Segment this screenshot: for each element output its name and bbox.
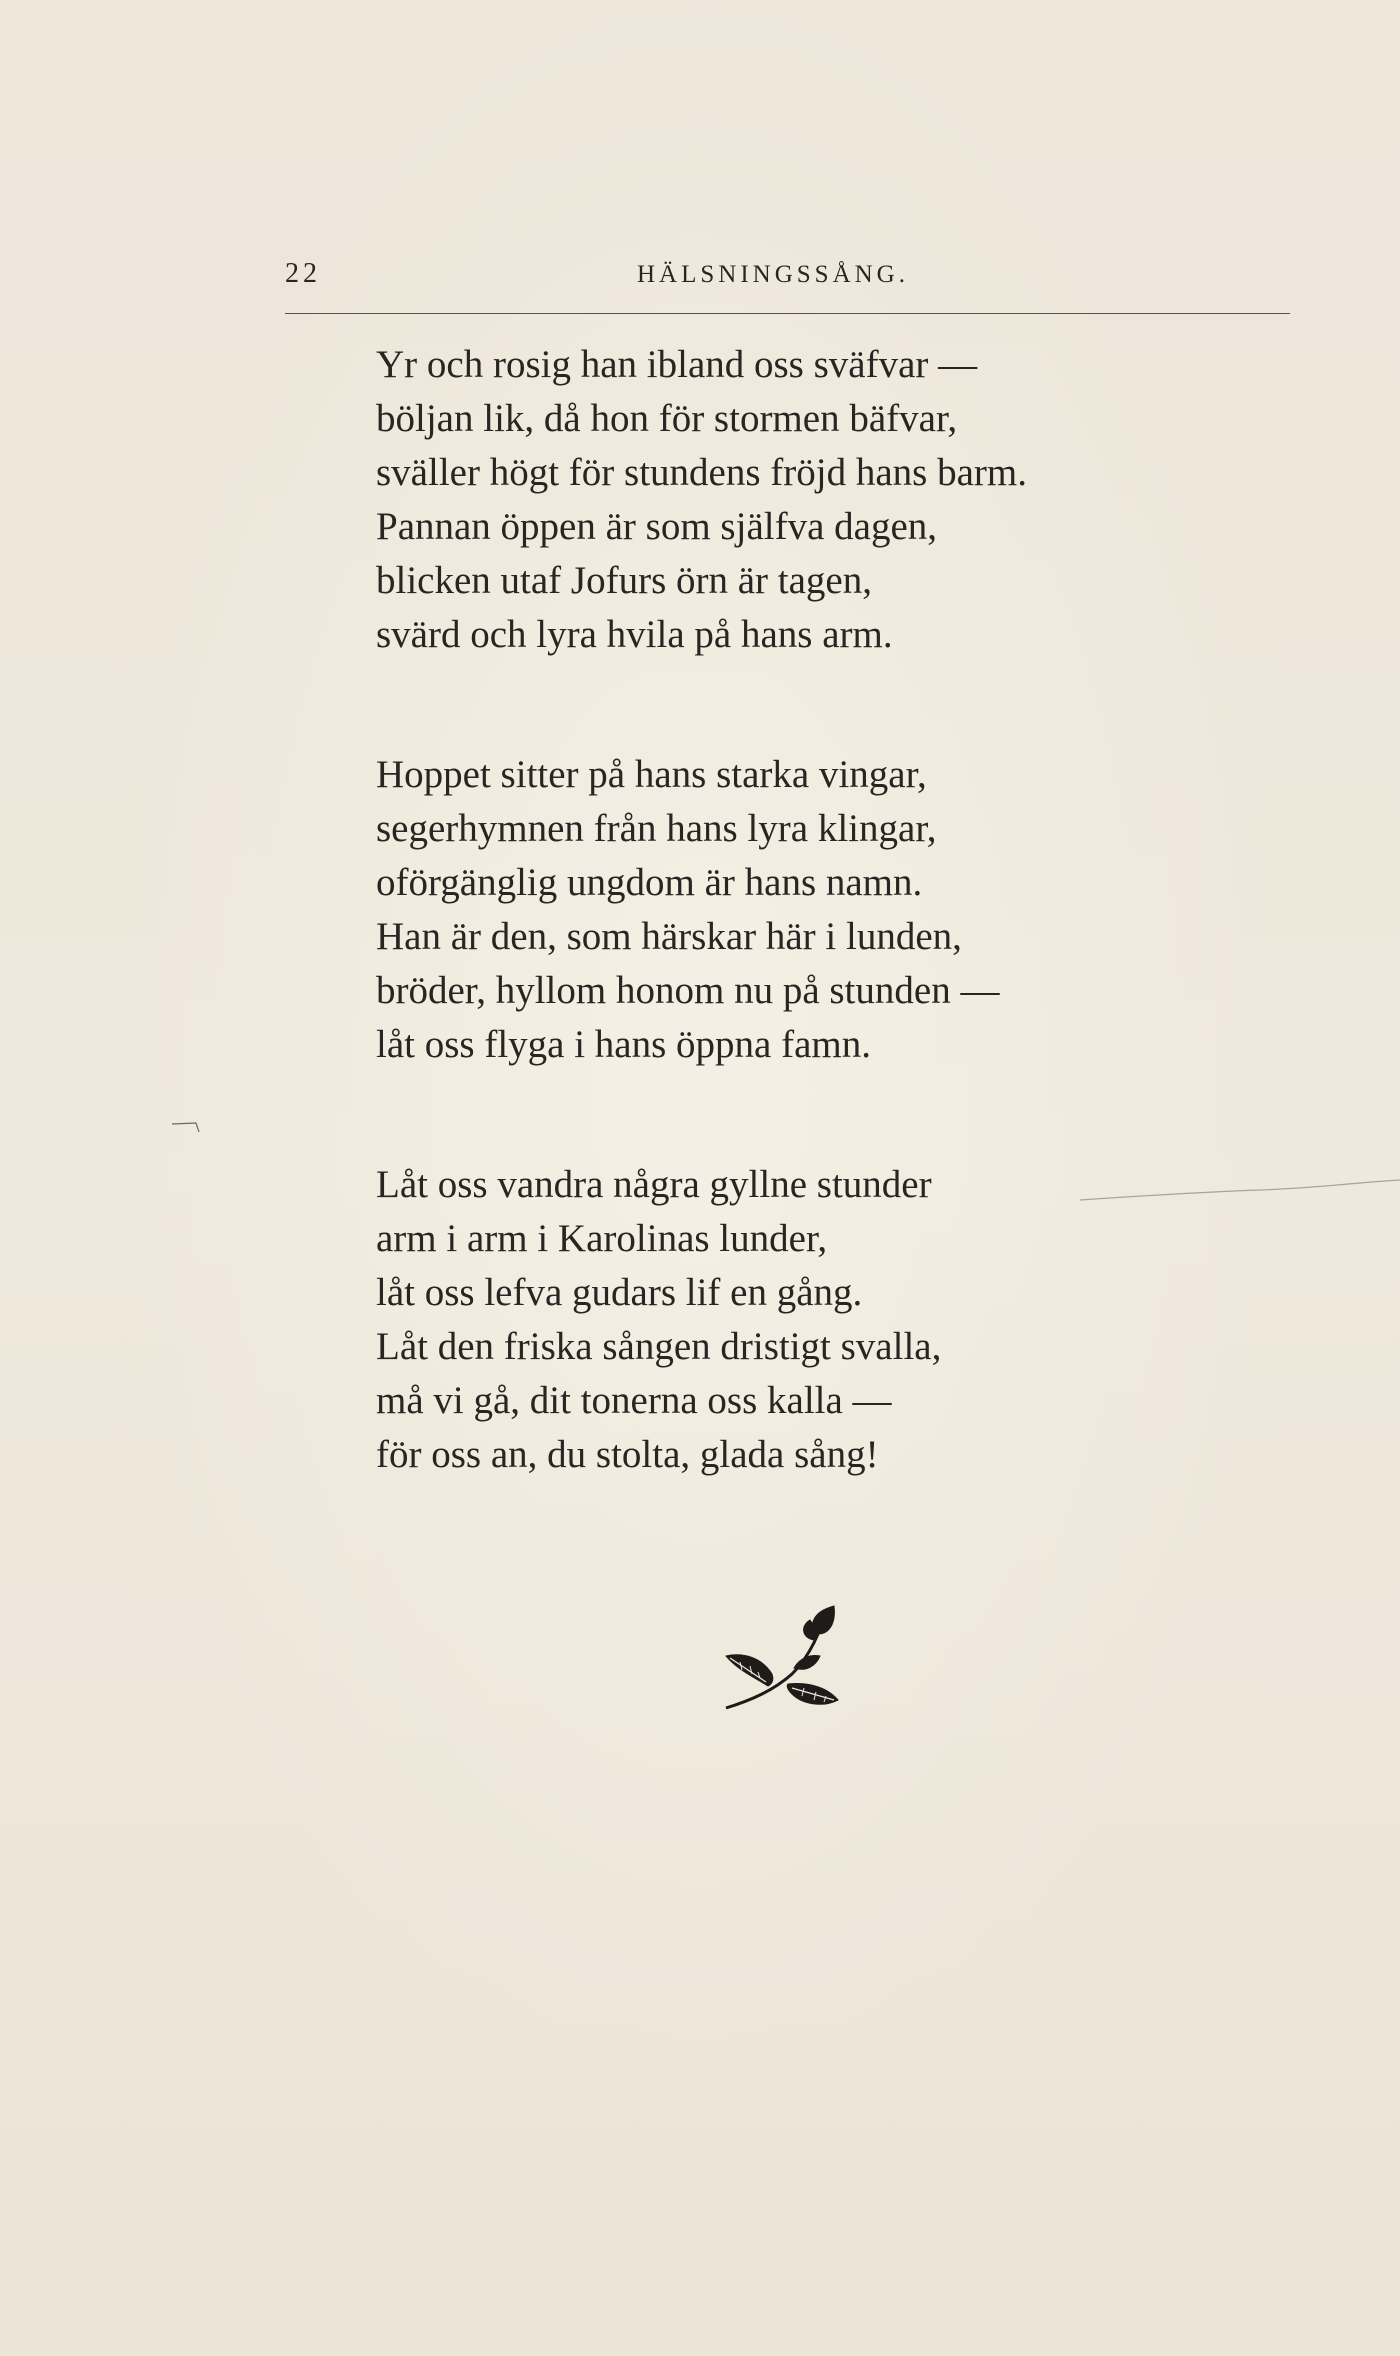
paper-crease (1080, 1172, 1400, 1202)
poem-line: Han är den, som härskar här i lunden, (376, 915, 962, 958)
poem-line: Låt oss vandra några gyllne stunder (376, 1163, 932, 1206)
poem-line: bröder, hyllom honom nu på stunden — (376, 969, 1000, 1012)
poem-line: för oss an, du stolta, glada sång! (376, 1433, 879, 1476)
stanza-3 (376, 1158, 1276, 1482)
header-rule (285, 313, 1290, 314)
poem-line: sväller högt för stundens fröjd hans barm. (376, 451, 1027, 494)
poem (376, 338, 1276, 1568)
stanza-1 (376, 338, 1276, 662)
poem-line: Hoppet sitter på hans starka vingar, (376, 753, 927, 796)
poem-line: må vi gå, dit tonerna oss kalla — (376, 1379, 892, 1422)
poem-line: låt oss flyga i hans öppna famn. (376, 1023, 871, 1066)
running-head (285, 258, 1285, 308)
poem-line: böljan lik, då hon för stormen bäfvar, (376, 397, 958, 440)
poem-line: segerhymnen från hans lyra klingar, (376, 807, 937, 850)
poem-line: svärd och lyra hvila på hans arm. (376, 613, 893, 656)
poem-line: Pannan öppen är som själfva dagen, (376, 505, 938, 548)
page-number: 22 (285, 258, 321, 289)
poem-line: arm i arm i Karolinas lunder, (376, 1217, 828, 1260)
stanza-2 (376, 748, 1276, 1072)
flower-sprig-icon (722, 1604, 846, 1716)
poem-line: oförgänglig ungdom är hans namn. (376, 861, 923, 904)
poem-line: låt oss lefva gudars lif en gång. (376, 1271, 863, 1314)
paper-mark (172, 1120, 202, 1134)
poem-line: blicken utaf Jofurs örn är tagen, (376, 559, 872, 602)
poem-line: Yr och rosig han ibland oss sväfvar — (376, 343, 978, 386)
poem-line: Låt den friska sången dristigt svalla, (376, 1325, 942, 1368)
header-title: HÄLSNINGSSÅNG. (637, 261, 909, 288)
